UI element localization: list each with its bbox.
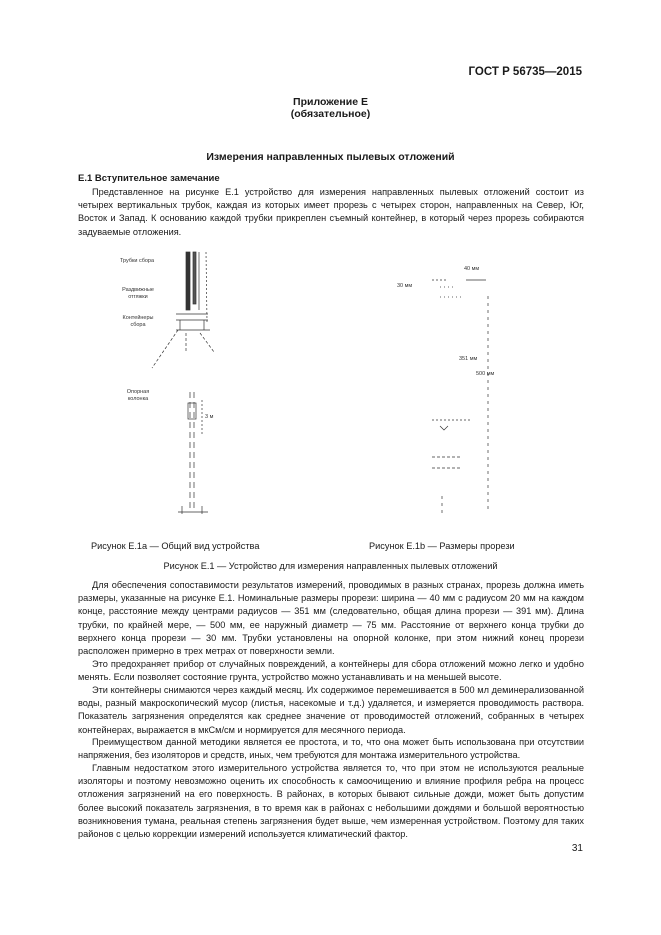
label-height: 3 м xyxy=(205,414,214,420)
label-support-column: Опорная колонка xyxy=(126,389,150,402)
paragraph: Преимуществом данной методики является ее простота, и то, что она может быть использована при отсутствии напряжения, без изоляторов и средств, иных, чем требуются для монтажа измерительного устройства. xyxy=(78,737,584,761)
paragraph: Главным недостатком этого измерительного устройства является то, что при этом не используются реальные изоляторы и поэтому невозможно оценить их способность к самоочищению и влияние профиля ребра на процесс отложения загрязнений на его поверхность. В районах, в которых бывают сильные дожди, может быть допустим более высокий показатель загрязнения, в то время как в районах с небольшими дождями и большой вероятностью возникновения тумана, реальная степень загрязнения будет выше, чем измеренная устройством. Поэтому для таких районов с целью коррекции измерений используется климатический фактор. xyxy=(78,763,584,840)
annex-title: Приложение Е xyxy=(293,96,368,108)
figure-caption: Рисунок Е.1 — Устройство для измерения направленных пылевых отложений xyxy=(163,561,498,571)
dimension-500mm: 500 мм xyxy=(476,371,495,377)
label-containers: Контейнеры сбора xyxy=(122,315,154,328)
dimension-351mm: 351 мм xyxy=(459,356,478,362)
label-sliding-guys: Раздвижные отгяжки xyxy=(122,287,154,300)
dimension-40mm: 40 мм xyxy=(464,266,480,272)
paragraph: Для обеспечения сопоставимости результатов измерений, проводимых в разных странах, прорезь должна иметь размеры, указанные на рисунке Е.1. Номинальные размеры прорези: ширина — 40 мм с радиусом 20 мм на каждом конце, расстояние между центрами радиусов — 351 мм (следовательно, общая длина прорези — 391 мм). Длина трубки, по крайней мере, — 500 мм, ее наружный диаметр — 75 мм. Расстояние от верхнего конца трубки до верхнего конца прорези — 30 мм. Трубки установлены на опорной колонке, при этом нижний конец прорези расположен примерно в трех метрах от поверхности земли. xyxy=(78,580,584,657)
figure-b-caption: Рисунок Е.1b — Размеры прорези xyxy=(369,541,515,551)
page-number: 31 xyxy=(571,843,583,854)
standard-header: ГОСТ Р 56735—2015 xyxy=(468,66,582,78)
annex-status: (обязательное) xyxy=(290,108,371,120)
section-heading: Е.1 Вступительное замечание xyxy=(78,173,220,184)
paragraph: Эти контейнеры снимаются через каждый месяц. Их содержимое перемешивается в 500 мл деминерализованной воды, разный макроскопический мусор (листья, насекомые и т.д.) удаляется, и измеряется проводимость раствора. Показатель загрязнения определятся как среднее значение от проводимостей отложений, собранных в четырех контейнерах, выражается в мкСм/см и нормируется для месячного периода. xyxy=(78,685,584,735)
paragraph: Это предохраняет прибор от случайных повреждений, а контейнеры для сбора отложений можно легко и удобно менять. Если позволяет состояние грунта, устройство можно устанавливать и на меньшей высоте. xyxy=(78,659,584,683)
document-title: Измерения направленных пылевых отложений xyxy=(206,151,455,163)
dimension-30mm: 30 мм xyxy=(397,283,413,289)
intro-paragraph: Представленное на рисунке Е.1 устройство для измерения направленных пылевых отложений состоит из четырех вертикальных трубок, каждая из которых имеет прорезь с четырех сторон, направленных на Север, Юг, Восток и Запад. К основанию каждой трубки прикреплен съемный контейнер, в который через прорезь собираются задуваемые отложения. xyxy=(78,187,584,237)
label-collection-tubes: Трубки сбора xyxy=(119,258,155,264)
figure-a-caption: Рисунок Е.1а — Общий вид устройства xyxy=(91,541,260,551)
